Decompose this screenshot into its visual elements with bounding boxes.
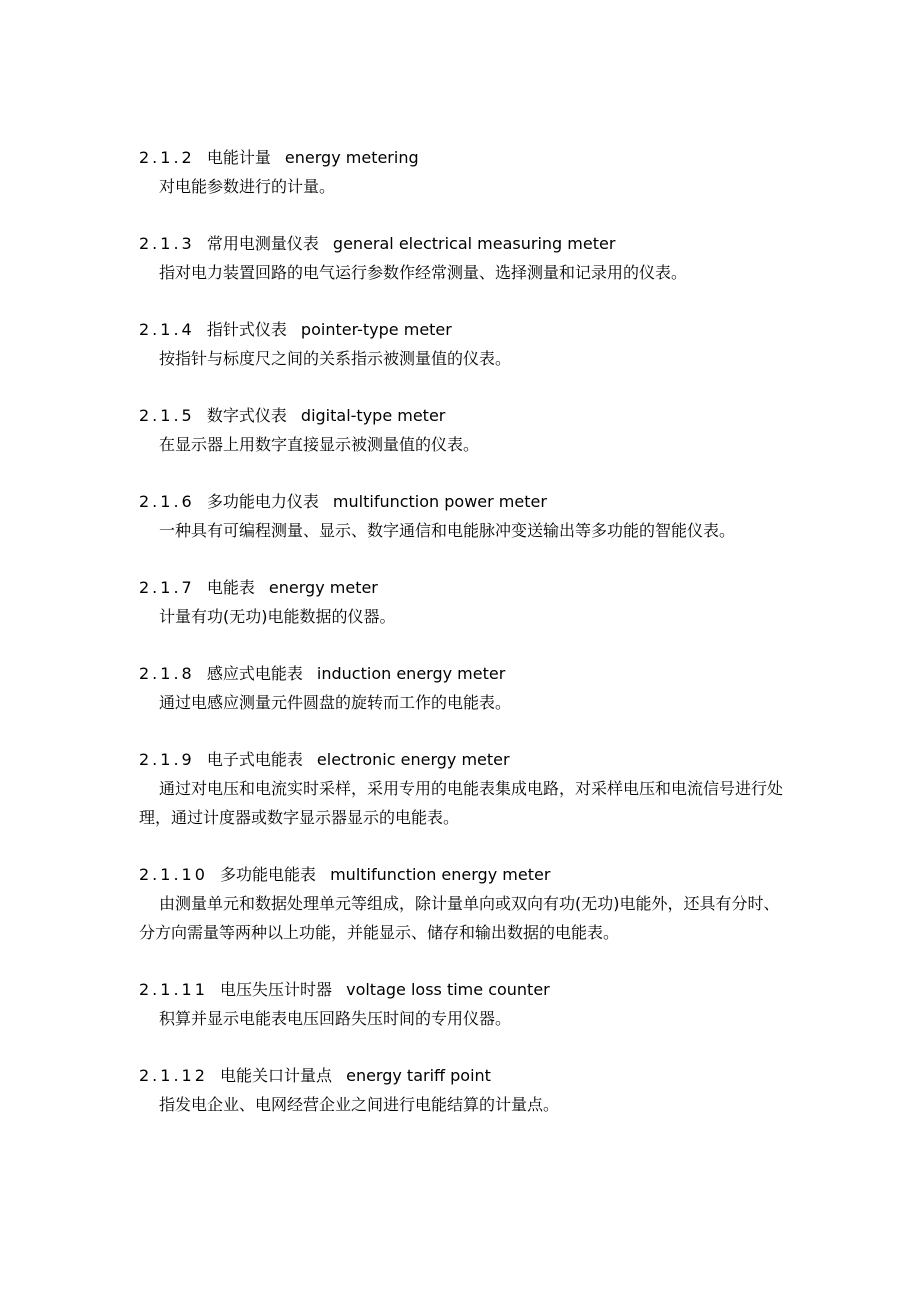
- term-entry: [139, 487, 789, 545]
- term-heading: [139, 401, 789, 430]
- term-number: 2.1.3: [139, 234, 195, 253]
- term-heading: [139, 315, 789, 344]
- term-number: 2.1.7: [139, 578, 195, 597]
- term-chinese: 数字式仪表: [206, 406, 287, 425]
- term-entry: [139, 573, 789, 631]
- term-heading: [139, 975, 789, 1004]
- term-chinese: 电能关口计量点: [219, 1066, 332, 1085]
- term-entry: [139, 315, 789, 373]
- term-list: [139, 143, 789, 1147]
- term-heading: [139, 860, 789, 889]
- term-english: digital-type meter: [300, 406, 446, 425]
- term-english: multifunction energy meter: [330, 865, 551, 884]
- term-number: 2.1.6: [139, 492, 195, 511]
- term-chinese: 感应式电能表: [206, 664, 303, 683]
- term-chinese: 多功能电能表: [219, 865, 316, 884]
- term-entry: [139, 975, 789, 1033]
- term-entry: [139, 1061, 789, 1119]
- term-english: multifunction power meter: [332, 492, 547, 511]
- term-chinese: 电子式电能表: [206, 750, 303, 769]
- term-entry: [139, 860, 789, 947]
- term-definition: 按指针与标度尺之间的关系指示被测量值的仪表。: [159, 349, 512, 368]
- term-heading: [139, 573, 789, 602]
- term-entry: [139, 143, 789, 201]
- term-definition: 通过电感应测量元件圆盘的旋转而工作的电能表。: [159, 693, 512, 712]
- term-chinese: 电压失压计时器: [219, 980, 332, 999]
- term-english: electronic energy meter: [316, 750, 510, 769]
- term-definition: 由测量单元和数据处理单元等组成，除计量单向或双向有功(无功)电能外，还具有分时、分方向需量等两种以上功能，并能显示、储存和输出数据的电能表。: [139, 894, 780, 942]
- term-definition: 通过对电压和电流实时采样，采用专用的电能表集成电路，对采样电压和电流信号进行处理，通过计度器或数字显示器显示的电能表。: [139, 779, 784, 827]
- term-number: 2.1.4: [139, 320, 195, 339]
- term-english: energy meter: [268, 578, 378, 597]
- term-definition: 在显示器上用数字直接显示被测量值的仪表。: [159, 435, 480, 454]
- term-chinese: 指针式仪表: [206, 320, 287, 339]
- term-number: 2.1.12: [139, 1066, 208, 1085]
- term-number: 2.1.8: [139, 664, 195, 683]
- term-number: 2.1.11: [139, 980, 208, 999]
- term-english: induction energy meter: [316, 664, 506, 683]
- term-chinese: 多功能电力仪表: [206, 492, 319, 511]
- term-definition: 积算并显示电能表电压回路失压时间的专用仪器。: [159, 1009, 512, 1028]
- term-entry: [139, 745, 789, 832]
- term-entry: [139, 401, 789, 459]
- term-chinese: 电能表: [206, 578, 255, 597]
- term-english: general electrical measuring meter: [332, 234, 616, 253]
- term-definition: 计量有功(无功)电能数据的仪器。: [159, 607, 396, 626]
- term-definition: 对电能参数进行的计量。: [159, 177, 336, 196]
- term-english: voltage loss time counter: [346, 980, 550, 999]
- term-heading: [139, 659, 789, 688]
- term-number: 2.1.10: [139, 865, 208, 884]
- term-entry: [139, 659, 789, 717]
- term-entry: [139, 229, 789, 287]
- term-heading: [139, 487, 789, 516]
- term-number: 2.1.2: [139, 148, 195, 167]
- term-definition: 一种具有可编程测量、显示、数字通信和电能脉冲变送输出等多功能的智能仪表。: [159, 521, 736, 540]
- term-definition: 指对电力装置回路的电气运行参数作经常测量、选择测量和记录用的仪表。: [159, 263, 688, 282]
- term-chinese: 电能计量: [206, 148, 271, 167]
- term-chinese: 常用电测量仪表: [206, 234, 319, 253]
- term-heading: [139, 1061, 789, 1090]
- term-number: 2.1.5: [139, 406, 195, 425]
- term-definition: 指发电企业、电网经营企业之间进行电能结算的计量点。: [159, 1095, 560, 1114]
- term-heading: [139, 143, 789, 172]
- term-number: 2.1.9: [139, 750, 195, 769]
- term-heading: [139, 745, 789, 774]
- term-english: energy tariff point: [346, 1066, 491, 1085]
- term-english: energy metering: [284, 148, 419, 167]
- term-heading: [139, 229, 789, 258]
- term-english: pointer-type meter: [300, 320, 452, 339]
